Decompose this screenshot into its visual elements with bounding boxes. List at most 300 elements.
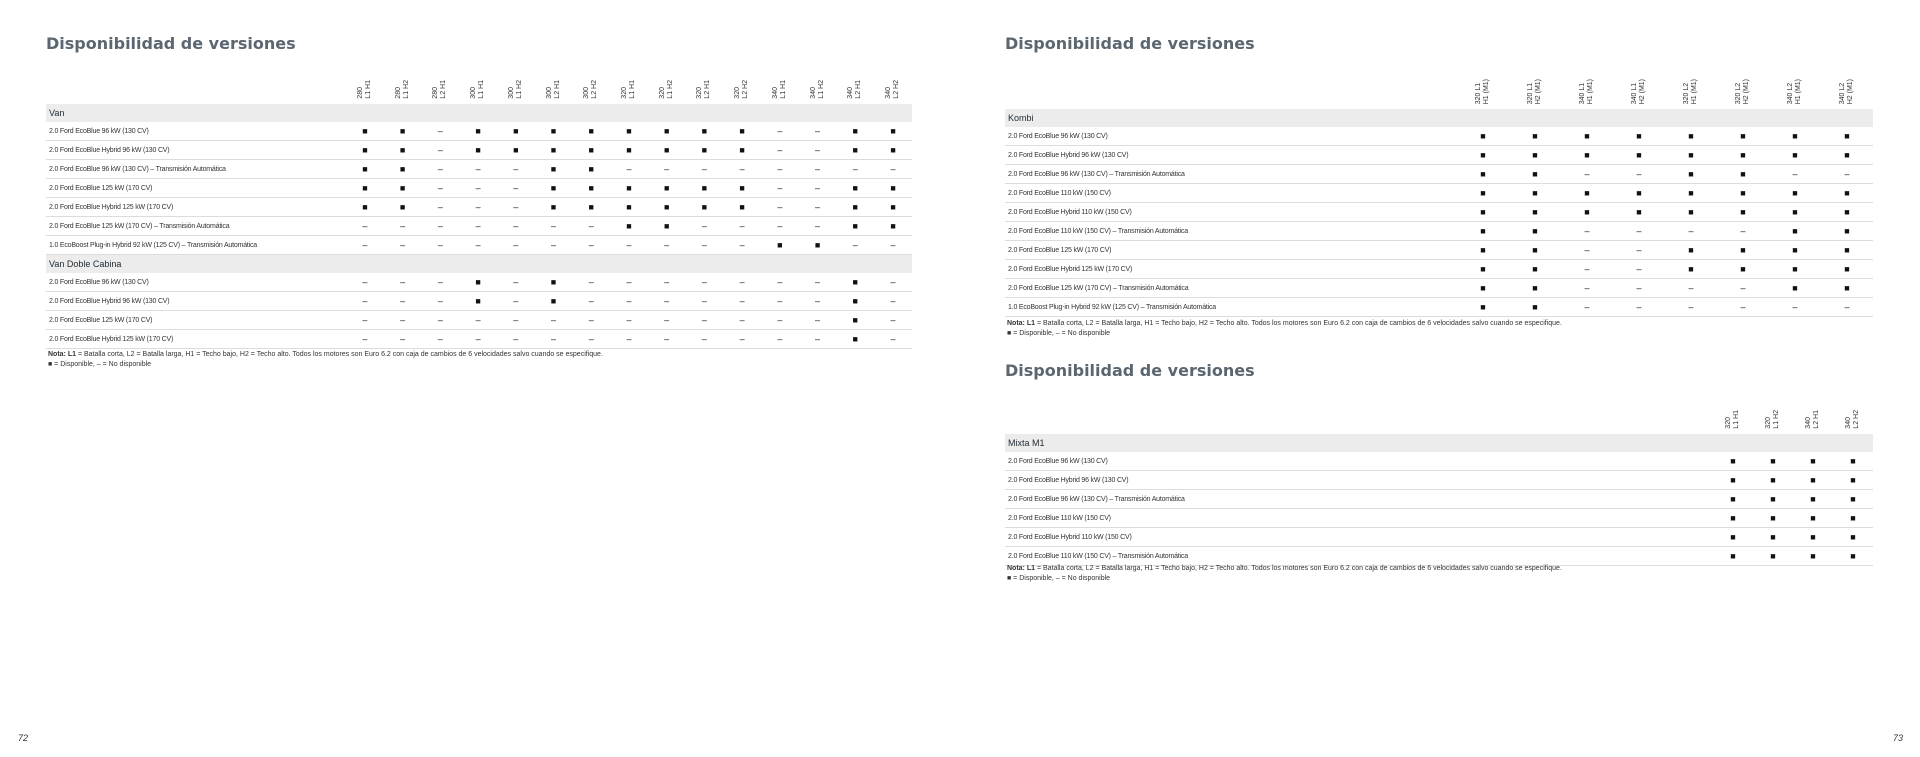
right-page	[960, 0, 1920, 757]
available-mark: ■	[1833, 490, 1873, 509]
available-mark: ■	[1793, 547, 1833, 566]
engine-label: 2.0 Ford EcoBlue 125 kW (170 CV)	[1005, 241, 1457, 260]
available-mark: ■	[1833, 547, 1873, 566]
note-bold: Nota: L1	[48, 351, 76, 358]
available-mark: ■	[1457, 279, 1509, 298]
available-mark: ■	[1713, 547, 1753, 566]
column-header-label: 340 L2 H1	[847, 80, 863, 99]
available-mark: ■	[874, 217, 912, 236]
column-header	[1821, 67, 1873, 109]
unavailable-mark: –	[686, 311, 724, 330]
available-mark: ■	[1793, 490, 1833, 509]
available-mark: ■	[1821, 184, 1873, 203]
unavailable-mark: –	[422, 122, 460, 141]
unavailable-mark: –	[686, 292, 724, 311]
unavailable-mark: –	[761, 122, 799, 141]
available-mark: ■	[836, 179, 874, 198]
column-header-label: 300 L2 H1	[545, 80, 561, 99]
unavailable-mark: –	[648, 160, 686, 179]
table-row	[1005, 471, 1873, 490]
column-header	[761, 62, 799, 104]
available-mark: ■	[723, 198, 761, 217]
available-mark: ■	[1821, 127, 1873, 146]
unavailable-mark: –	[422, 217, 460, 236]
engine-label: 2.0 Ford EcoBlue 125 kW (170 CV)	[46, 179, 346, 198]
available-mark: ■	[1753, 452, 1793, 471]
unavailable-mark: –	[459, 236, 497, 255]
available-mark: ■	[572, 122, 610, 141]
unavailable-mark: –	[761, 217, 799, 236]
unavailable-mark: –	[535, 311, 573, 330]
unavailable-mark: –	[497, 311, 535, 330]
unavailable-mark: –	[572, 236, 610, 255]
engine-label: 2.0 Ford EcoBlue 96 kW (130 CV) – Transmisión Automática	[46, 160, 346, 179]
unavailable-mark: –	[874, 160, 912, 179]
unavailable-mark: –	[761, 292, 799, 311]
available-mark: ■	[610, 179, 648, 198]
available-mark: ■	[836, 311, 874, 330]
column-header	[346, 62, 384, 104]
column-header	[1793, 392, 1833, 434]
unavailable-mark: –	[1561, 222, 1613, 241]
column-header	[1713, 392, 1753, 434]
available-mark: ■	[346, 141, 384, 160]
column-header	[422, 62, 460, 104]
column-header-label: 320 L1 H2	[658, 80, 674, 99]
column-header-label: 300 L1 H2	[507, 80, 523, 99]
unavailable-mark: –	[497, 217, 535, 236]
note-bold: Nota: L1	[1007, 320, 1035, 327]
unavailable-mark: –	[799, 160, 837, 179]
column-header	[1665, 67, 1717, 109]
unavailable-mark: –	[1665, 298, 1717, 317]
engine-label: 1.0 EcoBoost Plug-in Hybrid 92 kW (125 CV) – Transmisión Automática	[1005, 298, 1457, 317]
column-header	[874, 62, 912, 104]
unavailable-mark: –	[723, 236, 761, 255]
available-mark: ■	[1833, 509, 1873, 528]
available-mark: ■	[1665, 203, 1717, 222]
available-mark: ■	[610, 217, 648, 236]
available-mark: ■	[1509, 298, 1561, 317]
unavailable-mark: –	[459, 217, 497, 236]
available-mark: ■	[1509, 127, 1561, 146]
unavailable-mark: –	[535, 217, 573, 236]
unavailable-mark: –	[535, 330, 573, 349]
available-mark: ■	[1665, 165, 1717, 184]
column-header	[497, 62, 535, 104]
table-row	[1005, 547, 1873, 566]
unavailable-mark: –	[723, 292, 761, 311]
column-header-label: 340 L2 H1 (M1)	[1787, 78, 1802, 104]
unavailable-mark: –	[1717, 279, 1769, 298]
unavailable-mark: –	[1561, 165, 1613, 184]
unavailable-mark: –	[686, 160, 724, 179]
available-mark: ■	[1717, 146, 1769, 165]
group-header-row	[46, 255, 912, 274]
engine-label: 2.0 Ford EcoBlue 125 kW (170 CV) – Transmisión Automática	[1005, 279, 1457, 298]
group-name: Kombi	[1005, 109, 1873, 127]
available-mark: ■	[1457, 222, 1509, 241]
column-header-label: 340 L1 H1 (M1)	[1579, 78, 1594, 104]
available-mark: ■	[535, 273, 573, 292]
table-row	[46, 179, 912, 198]
available-mark: ■	[1717, 260, 1769, 279]
engine-label: 2.0 Ford EcoBlue 96 kW (130 CV)	[1005, 127, 1457, 146]
engine-label: 2.0 Ford EcoBlue Hybrid 125 kW (170 CV)	[1005, 260, 1457, 279]
column-header-label: 320 L1 H2 (M1)	[1527, 78, 1542, 104]
available-mark: ■	[1717, 241, 1769, 260]
available-mark: ■	[836, 330, 874, 349]
table-row	[46, 236, 912, 255]
unavailable-mark: –	[384, 311, 422, 330]
table-row	[46, 273, 912, 292]
table-row	[46, 292, 912, 311]
unavailable-mark: –	[1613, 279, 1665, 298]
unavailable-mark: –	[497, 273, 535, 292]
unavailable-mark: –	[1613, 222, 1665, 241]
available-mark: ■	[1753, 528, 1793, 547]
column-header	[459, 62, 497, 104]
engine-label: 2.0 Ford EcoBlue Hybrid 96 kW (130 CV)	[1005, 146, 1457, 165]
available-mark: ■	[384, 198, 422, 217]
available-mark: ■	[1509, 184, 1561, 203]
group-name: Mixta M1	[1005, 434, 1873, 452]
unavailable-mark: –	[723, 217, 761, 236]
engine-label: 2.0 Ford EcoBlue Hybrid 110 kW (150 CV)	[1005, 528, 1713, 547]
unavailable-mark: –	[1665, 279, 1717, 298]
engine-label: 2.0 Ford EcoBlue Hybrid 125 kW (170 CV)	[46, 330, 346, 349]
unavailable-mark: –	[799, 292, 837, 311]
available-mark: ■	[1769, 146, 1821, 165]
available-mark: ■	[836, 122, 874, 141]
unavailable-mark: –	[497, 198, 535, 217]
unavailable-mark: –	[799, 179, 837, 198]
available-mark: ■	[648, 141, 686, 160]
available-mark: ■	[535, 198, 573, 217]
available-mark: ■	[1509, 279, 1561, 298]
unavailable-mark: –	[874, 273, 912, 292]
available-mark: ■	[686, 198, 724, 217]
table-row	[1005, 298, 1873, 317]
column-header-label: 340 L2 H1	[1805, 410, 1820, 429]
column-header-label: 320 L2 H1	[696, 80, 712, 99]
unavailable-mark: –	[761, 141, 799, 160]
unavailable-mark: –	[384, 330, 422, 349]
available-mark: ■	[1821, 146, 1873, 165]
column-header-label: 320 L1 H1	[620, 80, 636, 99]
available-mark: ■	[1457, 298, 1509, 317]
available-mark: ■	[610, 141, 648, 160]
unavailable-mark: –	[422, 330, 460, 349]
table-row	[46, 160, 912, 179]
available-mark: ■	[384, 122, 422, 141]
unavailable-mark: –	[1613, 298, 1665, 317]
table-row	[1005, 528, 1873, 547]
available-mark: ■	[1753, 547, 1793, 566]
available-mark: ■	[761, 236, 799, 255]
available-mark: ■	[1833, 471, 1873, 490]
available-mark: ■	[836, 217, 874, 236]
unavailable-mark: –	[572, 292, 610, 311]
table-row	[1005, 452, 1873, 471]
unavailable-mark: –	[422, 160, 460, 179]
available-mark: ■	[1769, 279, 1821, 298]
note-text: = Batalla corta, L2 = Batalla larga, H1 = Techo bajo, H2 = Techo alto. Todos los motores son Euro 6.2 con caja de cambios de 6 velocidades salvo cuando se especifique.	[76, 351, 603, 358]
available-mark: ■	[1833, 528, 1873, 547]
unavailable-mark: –	[384, 217, 422, 236]
available-mark: ■	[535, 122, 573, 141]
unavailable-mark: –	[497, 179, 535, 198]
unavailable-mark: –	[761, 330, 799, 349]
unavailable-mark: –	[572, 311, 610, 330]
column-header-label: 340 L2 H2	[885, 80, 901, 99]
unavailable-mark: –	[1613, 241, 1665, 260]
column-header	[799, 62, 837, 104]
available-mark: ■	[874, 122, 912, 141]
available-mark: ■	[686, 122, 724, 141]
available-mark: ■	[836, 273, 874, 292]
available-mark: ■	[1509, 222, 1561, 241]
column-header-label: 280 L2 H1	[432, 80, 448, 99]
available-mark: ■	[1769, 203, 1821, 222]
available-mark: ■	[1769, 184, 1821, 203]
available-mark: ■	[384, 141, 422, 160]
available-mark: ■	[1753, 509, 1793, 528]
header-spacer	[1005, 67, 1457, 109]
unavailable-mark: –	[422, 236, 460, 255]
engine-label: 2.0 Ford EcoBlue 96 kW (130 CV)	[46, 122, 346, 141]
column-header-label: 340 L1 H2	[809, 80, 825, 99]
section-title-mixta: Disponibilidad de versiones	[1005, 361, 1255, 380]
unavailable-mark: –	[723, 330, 761, 349]
column-header	[648, 62, 686, 104]
table-row	[46, 198, 912, 217]
unavailable-mark: –	[799, 330, 837, 349]
table-row	[46, 217, 912, 236]
table-row	[1005, 279, 1873, 298]
available-mark: ■	[1821, 222, 1873, 241]
column-header	[1613, 67, 1665, 109]
engine-label: 2.0 Ford EcoBlue Hybrid 96 kW (130 CV)	[1005, 471, 1713, 490]
available-mark: ■	[535, 141, 573, 160]
available-mark: ■	[1717, 203, 1769, 222]
table-row	[1005, 241, 1873, 260]
column-header-label: 300 L1 H1	[470, 80, 486, 99]
available-mark: ■	[535, 160, 573, 179]
available-mark: ■	[1665, 260, 1717, 279]
available-mark: ■	[1713, 528, 1753, 547]
table-row	[46, 122, 912, 141]
engine-label: 2.0 Ford EcoBlue 125 kW (170 CV) – Transmisión Automática	[46, 217, 346, 236]
unavailable-mark: –	[346, 330, 384, 349]
available-mark: ■	[1769, 127, 1821, 146]
available-mark: ■	[346, 122, 384, 141]
unavailable-mark: –	[686, 236, 724, 255]
column-header-label: 300 L2 H2	[583, 80, 599, 99]
engine-label: 2.0 Ford EcoBlue 96 kW (130 CV) – Transmisión Automática	[1005, 490, 1713, 509]
table-row	[1005, 509, 1873, 528]
unavailable-mark: –	[346, 236, 384, 255]
unavailable-mark: –	[1821, 165, 1873, 184]
unavailable-mark: –	[761, 273, 799, 292]
unavailable-mark: –	[497, 330, 535, 349]
available-mark: ■	[497, 122, 535, 141]
column-header-label: 320 L1 H1	[1725, 410, 1740, 429]
availability-table-van	[46, 62, 912, 349]
header-spacer	[1005, 392, 1713, 434]
available-mark: ■	[648, 122, 686, 141]
unavailable-mark: –	[346, 273, 384, 292]
available-mark: ■	[1833, 452, 1873, 471]
table-note-mixta	[1007, 564, 1562, 584]
available-mark: ■	[1713, 471, 1753, 490]
unavailable-mark: –	[723, 273, 761, 292]
available-mark: ■	[686, 141, 724, 160]
available-mark: ■	[836, 141, 874, 160]
column-header-label: 340 L2 H2 (M1)	[1839, 78, 1854, 104]
table-row	[1005, 490, 1873, 509]
available-mark: ■	[1457, 127, 1509, 146]
available-mark: ■	[1713, 509, 1753, 528]
engine-label: 2.0 Ford EcoBlue Hybrid 96 kW (130 CV)	[46, 292, 346, 311]
available-mark: ■	[459, 122, 497, 141]
unavailable-mark: –	[610, 236, 648, 255]
available-mark: ■	[648, 179, 686, 198]
available-mark: ■	[1509, 241, 1561, 260]
available-mark: ■	[459, 141, 497, 160]
unavailable-mark: –	[799, 122, 837, 141]
column-header	[572, 62, 610, 104]
available-mark: ■	[1561, 184, 1613, 203]
unavailable-mark: –	[761, 198, 799, 217]
unavailable-mark: –	[422, 198, 460, 217]
group-header-row	[46, 104, 912, 122]
column-header-label: 320 L2 H2	[734, 80, 750, 99]
available-mark: ■	[1509, 146, 1561, 165]
available-mark: ■	[1561, 146, 1613, 165]
available-mark: ■	[1613, 146, 1665, 165]
unavailable-mark: –	[799, 311, 837, 330]
available-mark: ■	[1793, 509, 1833, 528]
column-header-label: 340 L2 H2	[1845, 410, 1860, 429]
available-mark: ■	[1753, 471, 1793, 490]
unavailable-mark: –	[459, 198, 497, 217]
unavailable-mark: –	[422, 311, 460, 330]
column-header	[1833, 392, 1873, 434]
unavailable-mark: –	[1613, 165, 1665, 184]
unavailable-mark: –	[422, 292, 460, 311]
available-mark: ■	[1793, 528, 1833, 547]
unavailable-mark: –	[799, 273, 837, 292]
column-header-label: 340 L1 H2 (M1)	[1631, 78, 1646, 104]
available-mark: ■	[1793, 452, 1833, 471]
available-mark: ■	[535, 292, 573, 311]
note-legend: ■ = Disponible, – = No disponible	[1007, 575, 1111, 582]
engine-label: 2.0 Ford EcoBlue 96 kW (130 CV)	[46, 273, 346, 292]
available-mark: ■	[346, 198, 384, 217]
available-mark: ■	[572, 160, 610, 179]
available-mark: ■	[535, 179, 573, 198]
available-mark: ■	[1665, 184, 1717, 203]
unavailable-mark: –	[346, 311, 384, 330]
page-number-left: 72	[18, 733, 29, 743]
unavailable-mark: –	[1717, 298, 1769, 317]
available-mark: ■	[1665, 127, 1717, 146]
available-mark: ■	[1717, 127, 1769, 146]
column-header	[1753, 392, 1793, 434]
unavailable-mark: –	[723, 311, 761, 330]
available-mark: ■	[1769, 241, 1821, 260]
unavailable-mark: –	[686, 330, 724, 349]
column-header-label: 280 L1 H2	[394, 80, 410, 99]
column-header-label: 320 L1 H1 (M1)	[1475, 78, 1490, 104]
availability-table-kombi	[1005, 67, 1873, 317]
column-header	[1457, 67, 1509, 109]
unavailable-mark: –	[648, 273, 686, 292]
table-note-kombi	[1007, 319, 1562, 339]
unavailable-mark: –	[422, 179, 460, 198]
unavailable-mark: –	[686, 217, 724, 236]
unavailable-mark: –	[459, 160, 497, 179]
group-header-row	[1005, 109, 1873, 127]
unavailable-mark: –	[572, 273, 610, 292]
column-header	[610, 62, 648, 104]
available-mark: ■	[1457, 241, 1509, 260]
available-mark: ■	[1457, 146, 1509, 165]
available-mark: ■	[1509, 260, 1561, 279]
unavailable-mark: –	[799, 198, 837, 217]
table-header-row	[1005, 392, 1873, 434]
note-legend: ■ = Disponible, – = No disponible	[1007, 330, 1111, 337]
available-mark: ■	[1665, 146, 1717, 165]
unavailable-mark: –	[1561, 298, 1613, 317]
table-note-van	[48, 350, 603, 370]
table-header-row	[1005, 67, 1873, 109]
unavailable-mark: –	[761, 311, 799, 330]
available-mark: ■	[836, 198, 874, 217]
available-mark: ■	[1821, 260, 1873, 279]
available-mark: ■	[497, 141, 535, 160]
unavailable-mark: –	[1769, 165, 1821, 184]
available-mark: ■	[610, 122, 648, 141]
available-mark: ■	[1613, 127, 1665, 146]
unavailable-mark: –	[384, 292, 422, 311]
available-mark: ■	[346, 179, 384, 198]
unavailable-mark: –	[1561, 279, 1613, 298]
unavailable-mark: –	[346, 217, 384, 236]
column-header-label: 340 L1 H1	[771, 80, 787, 99]
column-header	[686, 62, 724, 104]
available-mark: ■	[459, 292, 497, 311]
unavailable-mark: –	[648, 311, 686, 330]
column-header-label: 320 L2 H2 (M1)	[1735, 78, 1750, 104]
table-row	[46, 141, 912, 160]
engine-label: 2.0 Ford EcoBlue Hybrid 110 kW (150 CV)	[1005, 203, 1457, 222]
group-name: Van	[46, 104, 912, 122]
available-mark: ■	[1821, 279, 1873, 298]
available-mark: ■	[1665, 241, 1717, 260]
unavailable-mark: –	[836, 236, 874, 255]
available-mark: ■	[1509, 165, 1561, 184]
availability-table-mixta	[1005, 392, 1873, 566]
available-mark: ■	[1613, 203, 1665, 222]
unavailable-mark: –	[836, 160, 874, 179]
unavailable-mark: –	[459, 330, 497, 349]
column-header	[384, 62, 422, 104]
available-mark: ■	[572, 179, 610, 198]
engine-label: 2.0 Ford EcoBlue 110 kW (150 CV)	[1005, 184, 1457, 203]
table-row	[1005, 127, 1873, 146]
